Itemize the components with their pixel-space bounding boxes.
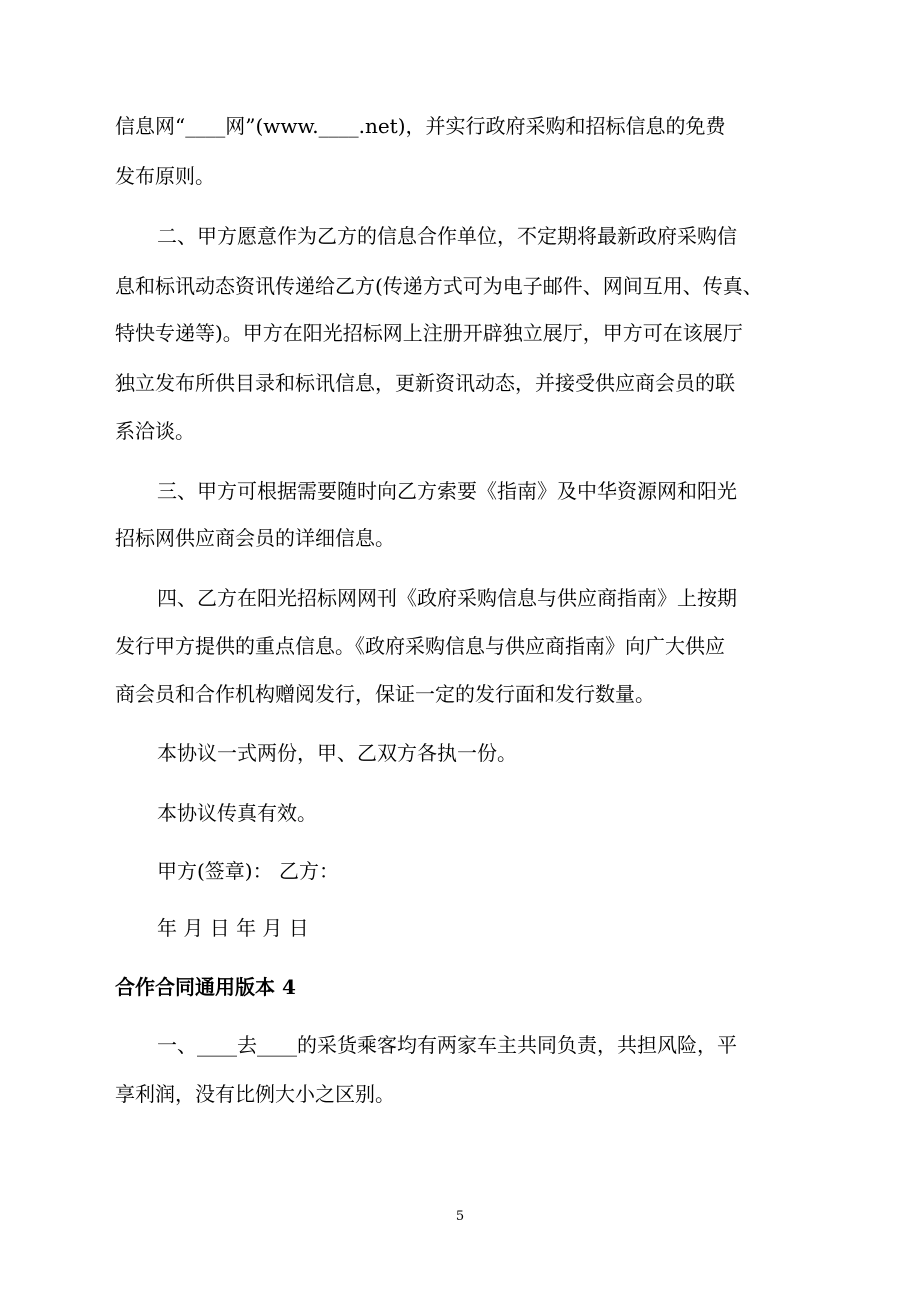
clause-four-line: 四、乙方在阳光招标网网刊《政府采购信息与供应商指南》上按期	[157, 586, 737, 610]
clause-two-line: 独立发布所供目录和标讯信息，更新资讯动态，并接受供应商会员的联	[115, 371, 735, 395]
clause-three-line: 招标网供应商会员的详细信息。	[115, 526, 395, 550]
clause-two-line: 系洽谈。	[115, 419, 195, 443]
clause-two-line: 息和标讯动态资讯传递给乙方(传递方式可为电子邮件、网间互用、传真、	[115, 274, 763, 298]
paragraph-line: 发布原则。	[115, 164, 215, 188]
clause-four-line: 商会员和合作机构赠阅发行，保证一定的发行面和发行数量。	[115, 682, 655, 706]
paragraph-line: 信息网“____网”(www.____.net)，并实行政府采购和招标信息的免费	[115, 114, 726, 138]
copies-statement: 本协议一式两份，甲、乙双方各执一份。	[157, 741, 517, 765]
fax-validity-statement: 本协议传真有效。	[157, 801, 317, 825]
clause-four-line: 发行甲方提供的重点信息。《政府采购信息与供应商指南》向广大供应	[115, 634, 725, 658]
date-line: 年 月 日 年 月 日	[157, 916, 309, 940]
section-heading: 合作合同通用版本 4	[115, 975, 296, 999]
clause-two-line: 二、甲方愿意作为乙方的信息合作单位，不定期将最新政府采购信	[157, 224, 737, 248]
clause-two-line: 特快专递等)。甲方在阳光招标网上注册开辟独立展厅，甲方可在该展厅	[115, 321, 743, 345]
signature-line: 甲方(签章)： 乙方：	[157, 859, 339, 883]
section-paragraph-line: 一、____去____的采货乘客均有两家车主共同负责，共担风险，平	[157, 1033, 737, 1057]
clause-three-line: 三、甲方可根据需要随时向乙方索要《指南》及中华资源网和阳光	[157, 479, 737, 503]
section-paragraph-line: 享利润，没有比例大小之区别。	[115, 1082, 395, 1106]
page-number: 5	[455, 1209, 465, 1224]
